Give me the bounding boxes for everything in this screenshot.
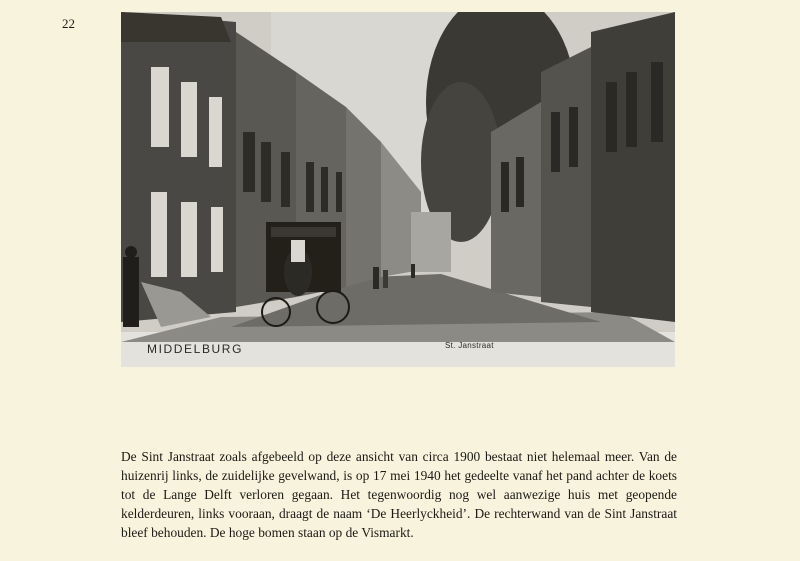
- photo-caption-city: MIDDELBURG: [147, 342, 244, 356]
- body-paragraph: De Sint Janstraat zoals afgebeeld op deze ansicht van circa 1900 bestaat niet helemaal meer. Van de huizenrij links, de zuidelijke gevelwand, is op 17 mei 1940 het gedeelte vanaf het pand achter de koets tot de Lange Delft verloren gegaan. Het tegenwoordig nog wel aanwezige huis met geopende kelderdeuren, links vooraan, draagt de naam ‘De Heerlyckheid’. De rechterwand van de Sint Janstraat bleef behouden. De hoge bomen staan op de Vismarkt.: [121, 449, 677, 541]
- photo-caption-street: St. Janstraat: [445, 341, 494, 350]
- page-number: 22: [62, 16, 75, 31]
- street-photo: [121, 12, 675, 367]
